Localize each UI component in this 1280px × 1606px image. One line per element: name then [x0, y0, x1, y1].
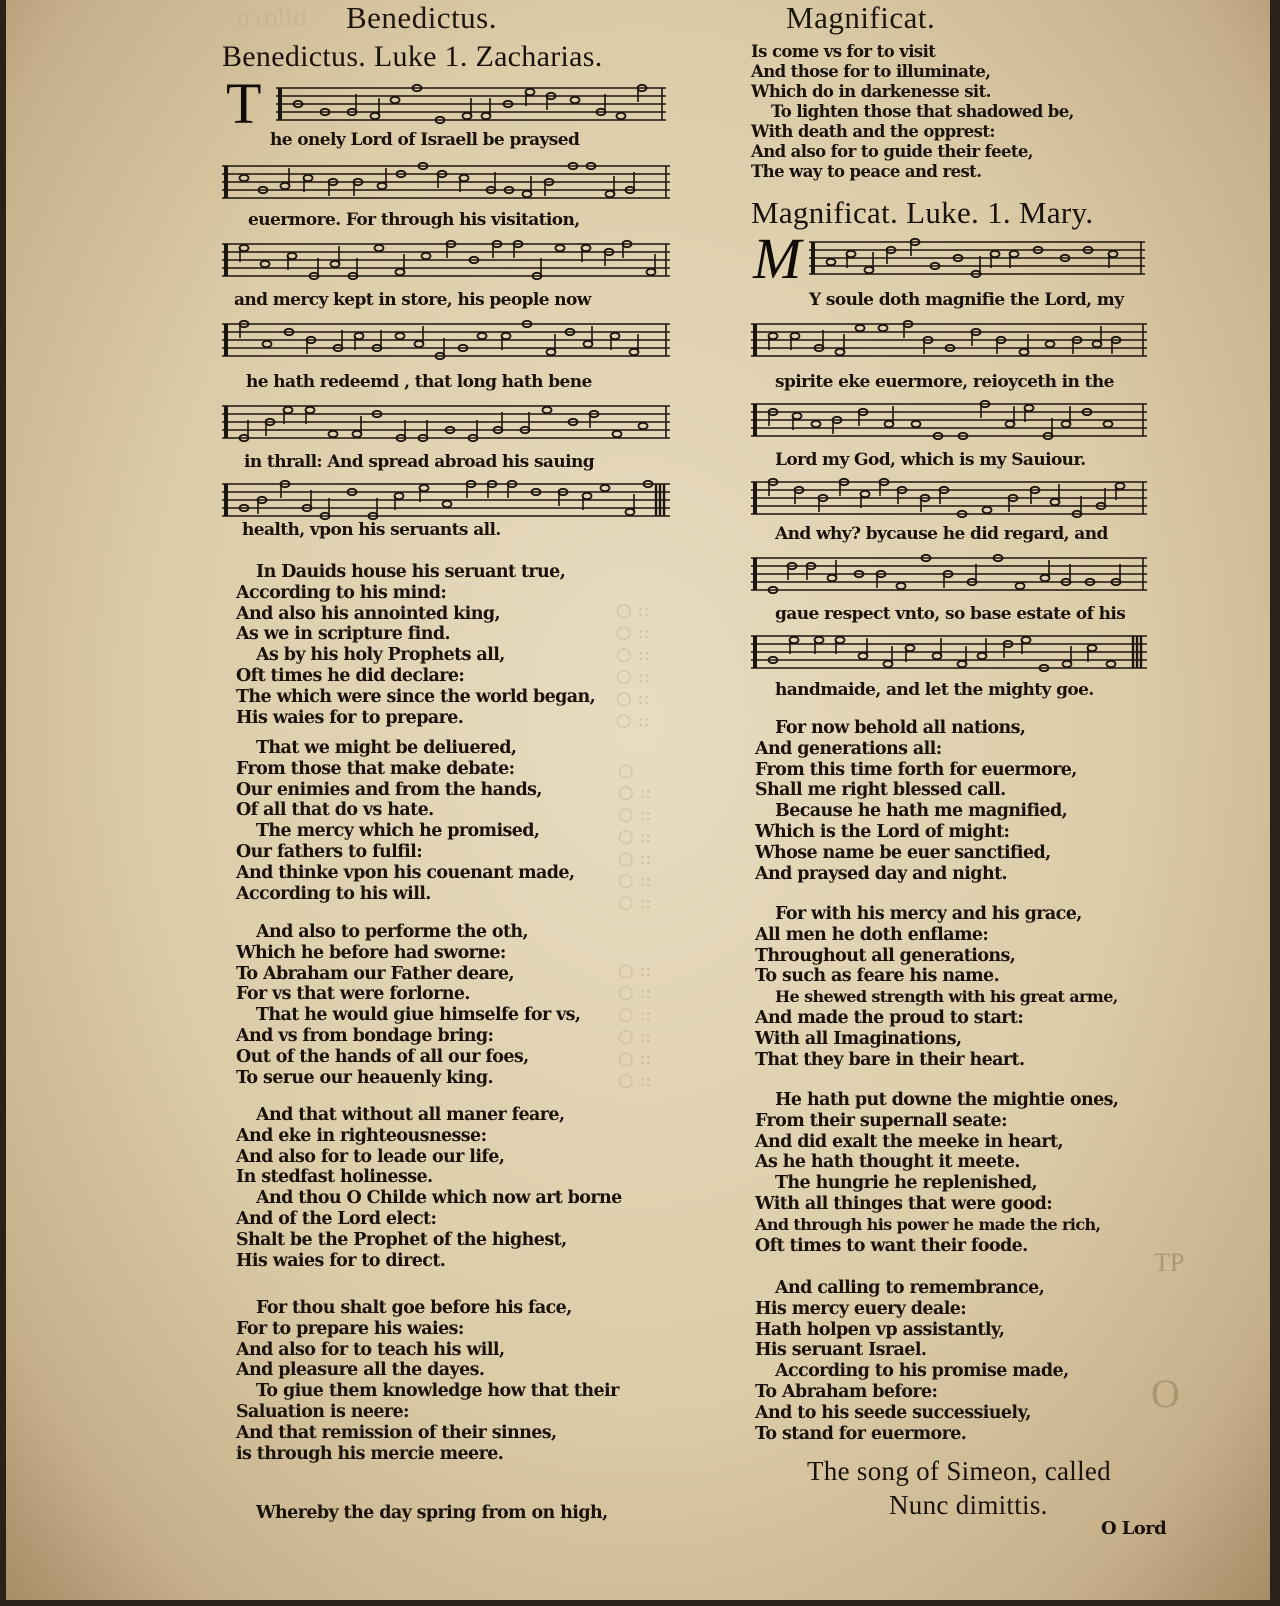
verse-line: For vs that were forlorne.	[236, 984, 470, 1005]
verse-line: To serue our heauenly king.	[236, 1067, 493, 1088]
verse-line: The mercy which he promised,	[256, 821, 540, 842]
note-head	[1063, 661, 1072, 667]
verse-line: His seruant Israel.	[755, 1340, 927, 1361]
catchword: O Lord	[1101, 1518, 1167, 1539]
note-head	[791, 333, 800, 339]
verse-line: And those for to illuminate,	[751, 62, 991, 81]
verse-line: And also for to guide their feete,	[751, 142, 1033, 161]
music-staff	[751, 318, 1147, 362]
verse-line: Our fathers to fulfil:	[236, 841, 423, 862]
note-head	[769, 333, 778, 339]
verse-line: To Abraham our Father deare,	[236, 963, 514, 984]
note-head	[583, 493, 592, 499]
verse-line: And of the Lord elect:	[236, 1208, 437, 1229]
verse-line: Saluation is neere:	[236, 1401, 409, 1422]
verse-line: Oft times to want their foode.	[755, 1235, 1028, 1256]
note-head	[523, 191, 532, 197]
verse-line: His mercy euery deale:	[755, 1298, 967, 1319]
verse-line: From those that make debate:	[236, 758, 515, 779]
lyric-line: Y soule doth magnifie the Lord, my	[809, 290, 1124, 310]
note-head	[606, 191, 615, 197]
note-head	[906, 645, 915, 651]
verse-line: And thinke vpon his couenant made,	[236, 862, 575, 883]
lyric-line: and mercy kept in store, his people now	[234, 290, 591, 310]
note-head	[1104, 421, 1113, 427]
bleed-through-text: ·nɿɒlid	[228, 4, 309, 32]
bleed-through-mark: O	[1151, 1371, 1180, 1416]
note-head	[240, 245, 249, 251]
note-head	[639, 423, 648, 429]
verse-line: As he hath thought it meete.	[755, 1152, 1020, 1173]
verse-stanza	[755, 1090, 1118, 1256]
verse-line: And pleasure all the dayes.	[236, 1360, 485, 1381]
verse-line: To such as feare his name.	[755, 966, 1000, 987]
lyric-line: he hath redeemd , that long hath bene	[246, 372, 592, 392]
verse-line: For with his mercy and his grace,	[775, 904, 1082, 924]
clef	[753, 404, 757, 436]
bleed-through-text: ○ :: ○ :: ○ :: ○ :: ○ :: ○ ::	[616, 600, 650, 731]
note-head	[331, 261, 340, 267]
note-head	[613, 431, 622, 437]
note-head	[1022, 637, 1031, 643]
verse-line: Throughout all generations,	[755, 945, 1016, 966]
verse-line: To Abraham before:	[755, 1381, 938, 1402]
note-head	[1016, 583, 1025, 589]
music-staff	[222, 238, 670, 282]
verse-stanza	[236, 1298, 619, 1464]
note-head	[983, 507, 992, 513]
verse-line: Oft times he did declare:	[236, 665, 465, 686]
verse-line: Whereby the day spring from on high,	[256, 1503, 608, 1523]
note-head	[420, 485, 429, 491]
verse-stanza	[236, 562, 595, 728]
verse-line: And that remission of their sinnes,	[236, 1422, 557, 1443]
note-head	[847, 251, 856, 257]
verse-line: That we might be deliuered,	[256, 738, 517, 758]
verse-line: According to his will.	[236, 883, 431, 904]
music-staff	[276, 82, 666, 126]
verse-stanza	[755, 718, 1077, 884]
clef	[753, 324, 757, 356]
lyric-line: euermore. For through his visitation,	[248, 210, 580, 230]
verse-stanza	[236, 1503, 608, 1524]
benedictus-drop-cap: T	[226, 71, 262, 136]
note-head	[281, 183, 290, 189]
verse-line: He shewed strength with his great arme,	[775, 987, 1118, 1007]
verse-line: With death and the opprest:	[751, 122, 995, 141]
verse-line: Which he before had sworne:	[236, 942, 506, 963]
note-head	[415, 341, 424, 347]
benedictus-title: Benedictus. Luke 1. Zacharias.	[222, 40, 603, 73]
note-head	[571, 97, 580, 103]
note-head	[391, 97, 400, 103]
verse-line: And praysed day and night.	[755, 863, 1008, 884]
note-head	[353, 431, 362, 437]
note-head	[1109, 251, 1118, 257]
note-head	[933, 653, 942, 659]
note-head	[1046, 341, 1055, 347]
lyric-line: spirite eke euermore, reioyceth in the	[775, 372, 1114, 392]
note-head	[859, 653, 868, 659]
note-head	[443, 501, 452, 507]
verse-line: His waies for to direct.	[236, 1250, 446, 1271]
clef	[753, 482, 757, 514]
verse-line: In stedfast holinesse.	[236, 1167, 433, 1188]
note-head	[793, 413, 802, 419]
note-head	[355, 333, 364, 339]
note-head	[1051, 499, 1060, 505]
music-staff	[222, 400, 670, 444]
running-head-left: Benedictus.	[346, 0, 497, 35]
music-staff	[751, 476, 1147, 520]
note-head	[329, 431, 338, 437]
verse-line: From this time forth for euermore,	[755, 759, 1077, 780]
clef	[224, 244, 228, 276]
clef	[811, 242, 815, 274]
verse-stanza	[236, 1105, 622, 1271]
verse-line: Which is the Lord of might:	[755, 821, 1010, 842]
note-head	[856, 325, 865, 331]
verse-line: And vs from bondage bring:	[236, 1025, 494, 1046]
music-staff	[222, 318, 670, 362]
note-head	[790, 637, 799, 643]
verse-line: And also his annointed king,	[236, 603, 500, 624]
verse-line: According to his promise made,	[775, 1361, 1069, 1382]
music-staff	[751, 630, 1147, 674]
verse-line: Hath holpen vp assistantly,	[755, 1319, 1005, 1340]
note-head	[978, 653, 987, 659]
bleed-through-text: ○ ○ :: ○ :: ○ :: ○ :: ○ :: ○ ::	[618, 760, 652, 913]
verse-line: And also for to teach his will,	[236, 1339, 505, 1360]
verse-line: To stand for euermore.	[755, 1423, 967, 1444]
verse-line: Shalt be the Prophet of the highest,	[236, 1229, 567, 1250]
lyric-line: handmaide, and let the mighty goe.	[775, 680, 1094, 700]
note-head	[815, 637, 824, 643]
note-head	[836, 637, 845, 643]
note-head	[626, 509, 635, 515]
verse-line: For to prepare his waies:	[236, 1318, 464, 1339]
note-head	[460, 175, 469, 181]
verse-line: In Dauids house his seruant true,	[256, 562, 566, 582]
verse-stanza	[755, 1278, 1069, 1444]
note-head	[304, 175, 313, 181]
verse-line: According to his mind:	[236, 582, 447, 603]
music-staff	[809, 236, 1145, 280]
verse-line: Because he hath me magnified,	[775, 801, 1068, 822]
verse-line: And that without all maner feare,	[256, 1105, 565, 1125]
verse-line: And did exalt the meeke in heart,	[755, 1131, 1064, 1152]
note-head	[261, 261, 270, 267]
note-head	[526, 89, 535, 95]
lyric-line: in thrall: And spread abroad his sauing	[244, 452, 595, 472]
next-song-title: Nunc dimittis.	[889, 1490, 1048, 1520]
verse-line: Whose name be euer sanctified,	[755, 842, 1051, 863]
clef	[224, 406, 228, 438]
running-head-right: Magnificat.	[786, 0, 936, 35]
note-head	[288, 253, 297, 259]
verse-line: As we in scripture find.	[236, 624, 450, 645]
note-head	[828, 575, 837, 581]
verse-line: The which were since the world began,	[236, 686, 596, 707]
note-head	[375, 245, 384, 251]
verse-line: His waies for to prepare.	[236, 707, 464, 728]
note-head	[582, 245, 591, 251]
verse-line: Out of the hands of all our foes,	[236, 1046, 529, 1067]
note-head	[1010, 251, 1019, 257]
verse-line: Is come vs for to visit	[751, 42, 936, 61]
note-head	[958, 661, 967, 667]
verse-line: And also for to leade our life,	[236, 1146, 505, 1167]
note-head	[395, 493, 404, 499]
verse-line: From their supernall seate:	[755, 1110, 1007, 1131]
note-head	[1062, 421, 1071, 427]
verse-stanza	[236, 738, 574, 904]
note-head	[1093, 341, 1102, 347]
verse-line: That he would giue himselfe for vs,	[256, 1005, 581, 1026]
verse-line: Shall me right blessed call.	[755, 780, 1006, 801]
note-head	[502, 333, 511, 339]
verse-line: For thou shalt goe before his face,	[256, 1298, 572, 1318]
note-head	[371, 113, 380, 119]
note-head	[543, 407, 552, 413]
note-head	[1020, 349, 1029, 355]
verse-line: With all Imaginations,	[755, 1028, 962, 1049]
note-head	[865, 267, 874, 273]
lyric-line: Lord my God, which is my Sauiour.	[775, 450, 1086, 470]
note-head	[463, 113, 472, 119]
verse-line: For now behold all nations,	[775, 718, 1026, 738]
verse-line: And through his power he made the rich,	[755, 1214, 1101, 1234]
note-head	[263, 341, 272, 347]
clef	[224, 484, 228, 516]
clef	[753, 558, 757, 590]
verse-line: Our enimies and from the hands,	[236, 779, 542, 800]
note-head	[1006, 421, 1015, 427]
verse-line: As by his holy Prophets all,	[256, 645, 505, 666]
verse-stanza	[236, 922, 580, 1088]
verse-line: Which do in darkenesse sit.	[751, 82, 991, 101]
note-head	[306, 407, 315, 413]
note-head	[647, 269, 656, 275]
verse-line: And thou O Childe which now art borne	[256, 1188, 622, 1209]
note-head	[547, 349, 556, 355]
note-head	[378, 183, 387, 189]
note-head	[601, 485, 610, 491]
note-head	[611, 333, 620, 339]
note-head	[556, 245, 565, 251]
clef	[224, 324, 228, 356]
note-head	[630, 349, 639, 355]
note-head	[861, 491, 870, 497]
music-staff	[222, 478, 670, 522]
verse-line: And eke in righteousnesse:	[236, 1125, 487, 1146]
lyric-line: And why? bycause he did regard, and	[775, 524, 1108, 544]
bleed-through-mark: TP	[1154, 1248, 1185, 1277]
bleed-through-text: ○ :: ○ :: ○ :: ○ :: ○ :: ○ ::	[618, 960, 652, 1091]
note-head	[1041, 575, 1050, 581]
note-head	[240, 175, 249, 181]
music-staff	[751, 552, 1147, 596]
note-head	[912, 421, 921, 427]
verse-line: To lighten those that shadowed be,	[771, 102, 1074, 121]
note-head	[897, 583, 906, 589]
note-head	[396, 269, 405, 275]
note-head	[482, 113, 491, 119]
verse-line: To giue them knowledge how that their	[256, 1381, 619, 1402]
verse-line: And to his seede successiuely,	[755, 1402, 1031, 1423]
note-head	[396, 333, 405, 339]
clef	[278, 88, 282, 120]
magnificat-drop-cap: M	[753, 226, 802, 291]
note-head	[884, 661, 893, 667]
clef	[753, 636, 757, 668]
note-head	[827, 259, 836, 265]
note-head	[617, 113, 626, 119]
verse-line: The hungrie he replenished,	[775, 1173, 1038, 1194]
note-head	[584, 341, 593, 347]
note-head	[991, 251, 1000, 257]
verse-line: All men he doth enflame:	[755, 924, 989, 945]
lyric-line: health, vpon his seruants all.	[242, 520, 501, 540]
music-staff	[222, 160, 670, 204]
verse-line: The way to peace and rest.	[751, 162, 982, 181]
note-head	[1116, 483, 1125, 489]
verse-line: is through his mercie meere.	[236, 1443, 504, 1464]
note-head	[836, 349, 845, 355]
music-staff	[751, 398, 1147, 442]
verse-line: That they bare in their heart.	[755, 1049, 1025, 1070]
note-head	[284, 407, 293, 413]
clef	[224, 166, 228, 198]
note-head	[1107, 661, 1116, 667]
verse-line: And made the proud to start:	[755, 1007, 1024, 1028]
verse-line: With all thinges that were good:	[755, 1193, 1053, 1214]
verse-stanza	[755, 904, 1118, 1070]
verse-line: And generations all:	[755, 738, 942, 759]
note-head	[1088, 645, 1097, 651]
note-head	[478, 333, 487, 339]
lyric-line: he onely Lord of Israell be praysed	[270, 130, 580, 150]
verse-line: And also to performe the oth,	[256, 922, 529, 942]
verse-line: And calling to remembrance,	[775, 1278, 1045, 1298]
next-song-title: The song of Simeon, called	[807, 1456, 1111, 1486]
lyric-line: gaue respect vnto, so base estate of his	[775, 604, 1126, 624]
magnificat-title: Magnificat. Luke. 1. Mary.	[751, 195, 1094, 230]
note-head	[1025, 405, 1034, 411]
note-head	[422, 253, 431, 259]
verse-line: Of all that do vs hate.	[236, 800, 434, 821]
verse-line: He hath put downe the mightie ones,	[775, 1090, 1119, 1110]
book-page	[6, 0, 1270, 1600]
note-head	[885, 421, 894, 427]
note-head	[879, 325, 888, 331]
note-head	[812, 421, 821, 427]
verse-stanza	[751, 42, 1074, 182]
